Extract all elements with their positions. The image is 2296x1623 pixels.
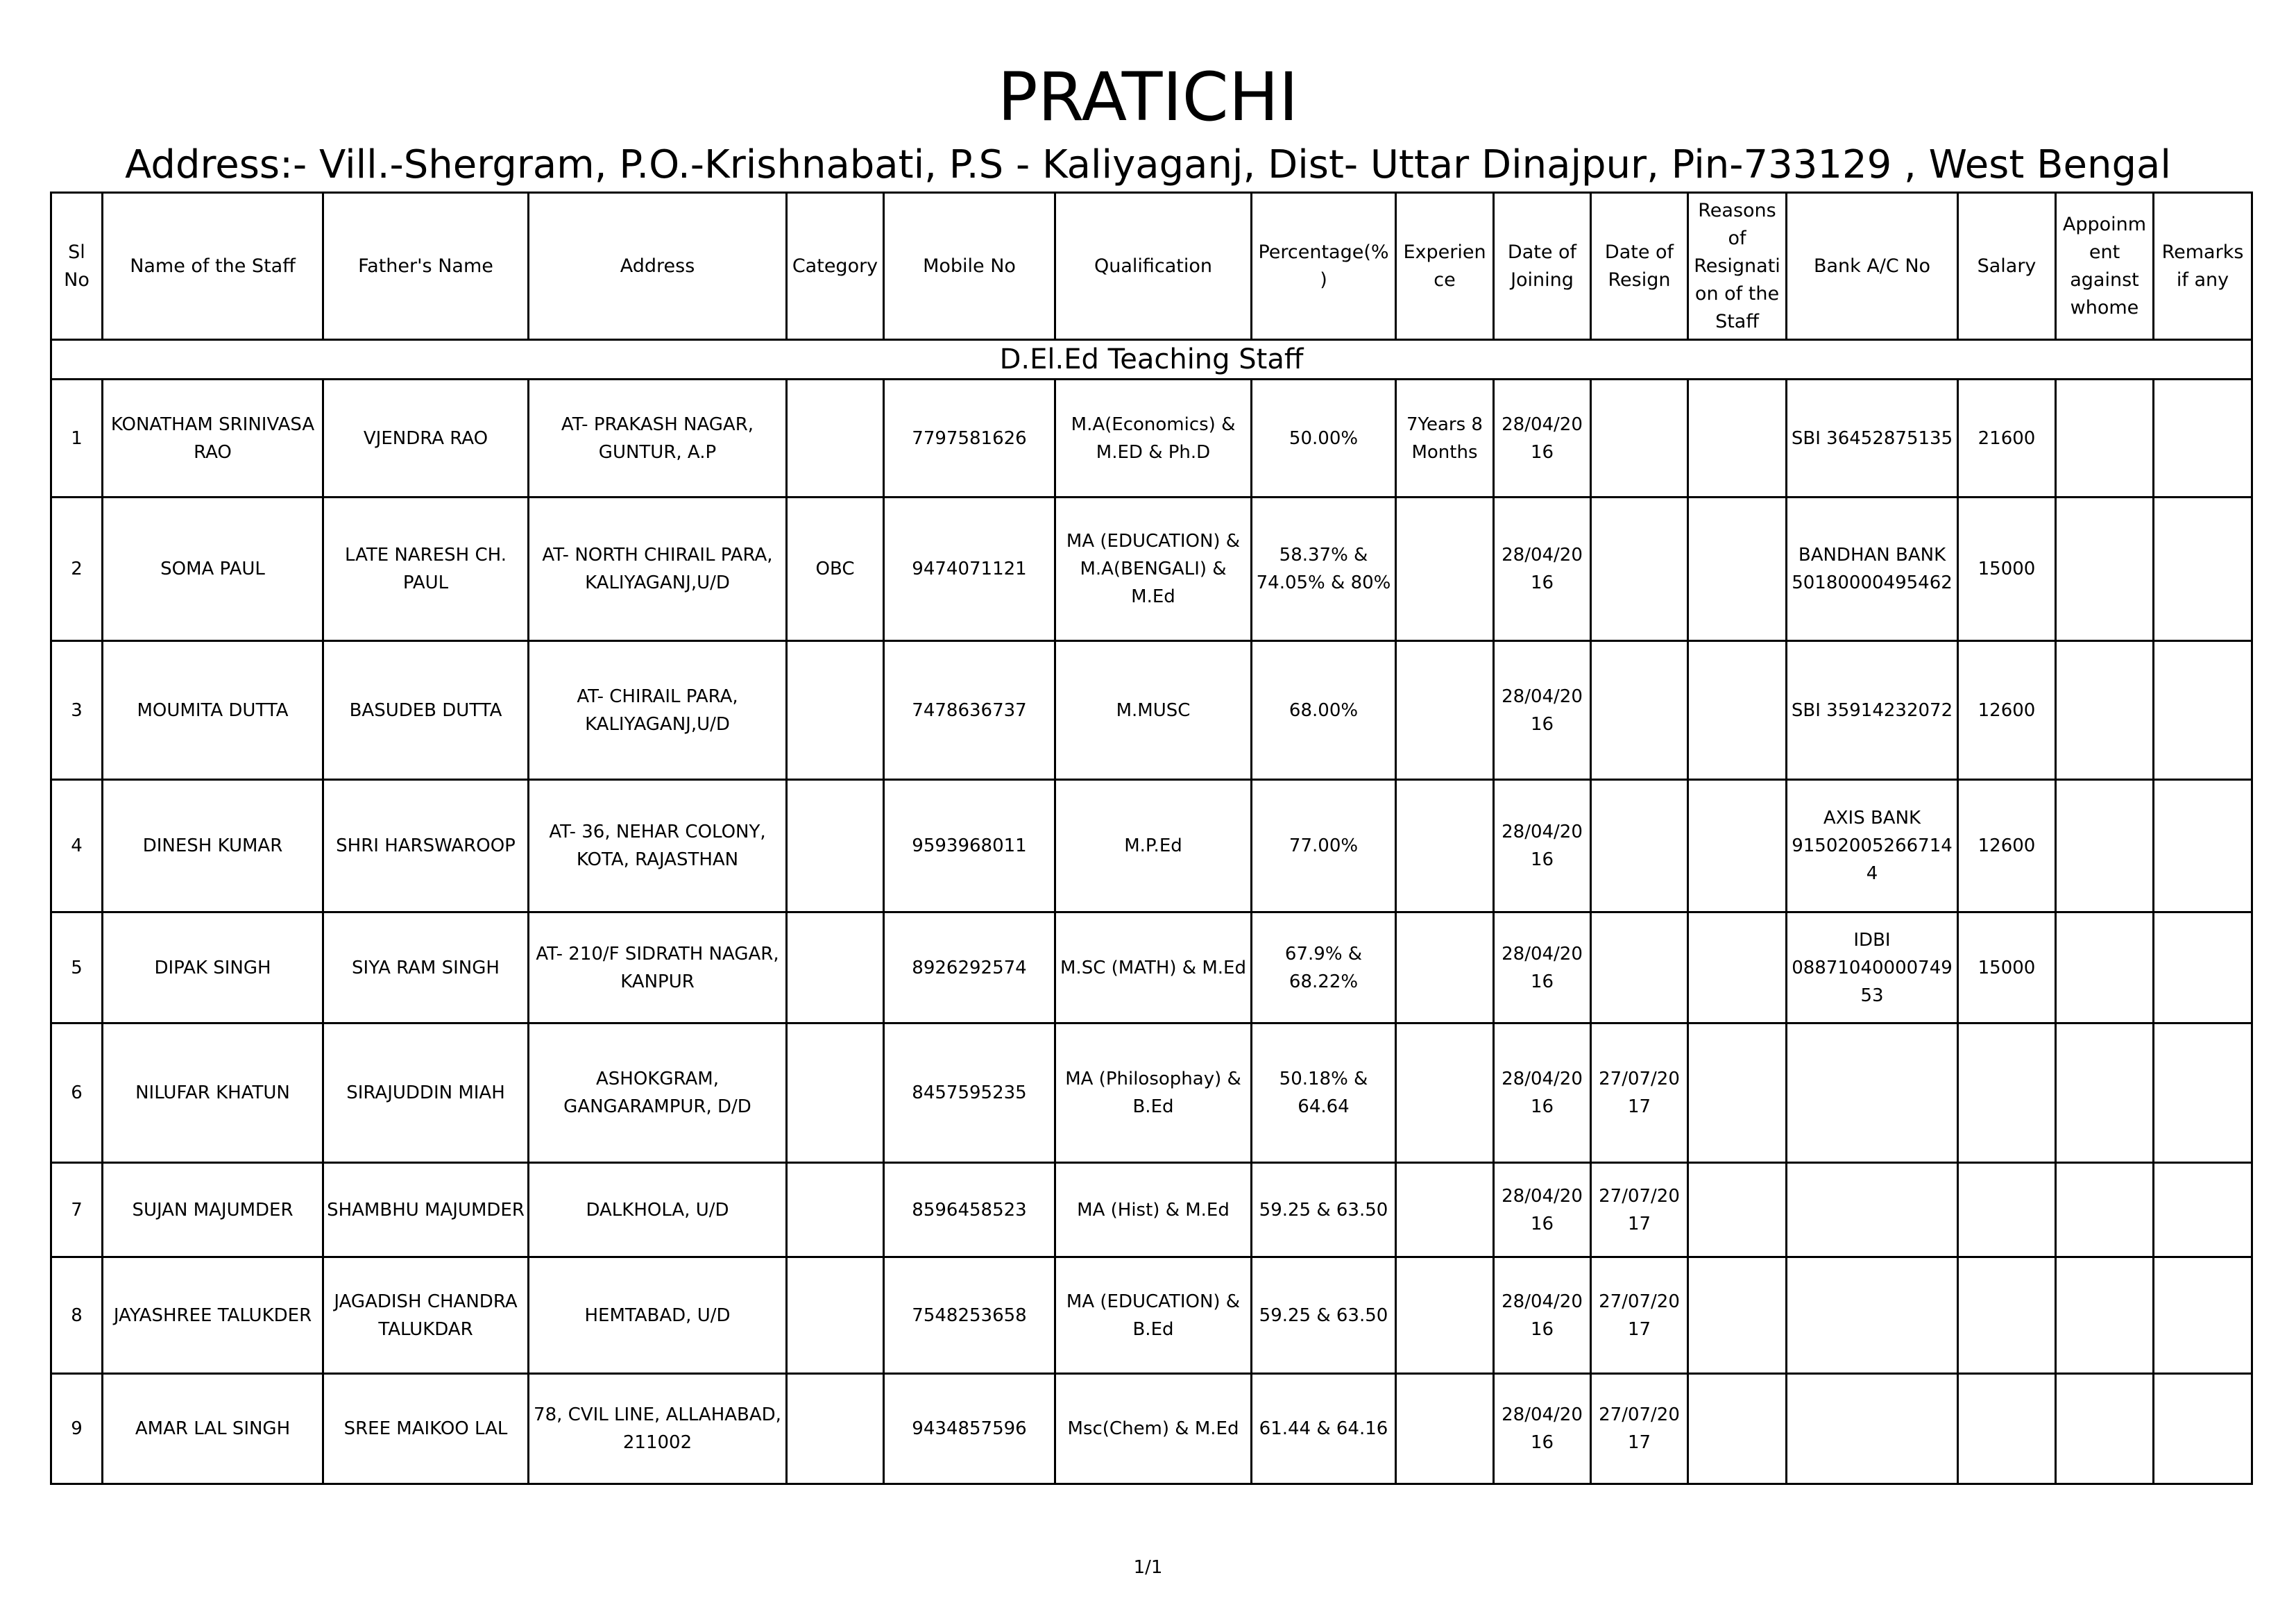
- table-row: [51, 641, 2252, 780]
- column-header-name: Name of the Staff: [103, 193, 323, 340]
- cell-bank-account: AXIS BANK 915020052667144: [1787, 780, 1958, 912]
- cell-sl-no: 7: [51, 1163, 103, 1257]
- cell-salary: 12600: [1958, 780, 2056, 912]
- cell-salary: 12600: [1958, 641, 2056, 780]
- cell-father-name: BASUDEB DUTTA: [323, 641, 529, 780]
- cell-percentage: 68.00%: [1252, 641, 1396, 780]
- cell-remarks: [2154, 380, 2252, 498]
- cell-qualification: MA (Hist) & M.Ed: [1055, 1163, 1252, 1257]
- cell-address: AT- PRAKASH NAGAR, GUNTUR, A.P: [529, 380, 787, 498]
- cell-date-of-resign: [1591, 641, 1688, 780]
- cell-name: DINESH KUMAR: [103, 780, 323, 912]
- cell-date-of-resign: 27/07/2017: [1591, 1023, 1688, 1163]
- cell-salary: 15000: [1958, 498, 2056, 641]
- cell-resignation-reason: [1688, 380, 1787, 498]
- page-number: 1/1: [1133, 1557, 1163, 1578]
- cell-remarks: [2154, 1257, 2252, 1374]
- cell-address: HEMTABAD, U/D: [529, 1257, 787, 1374]
- cell-experience: [1396, 498, 1494, 641]
- table-row: [51, 1163, 2252, 1257]
- cell-appointment: [2056, 912, 2154, 1023]
- cell-qualification: MA (EDUCATION) & M.A(BENGALI) & M.Ed: [1055, 498, 1252, 641]
- cell-experience: [1396, 912, 1494, 1023]
- table-row: [51, 1023, 2252, 1163]
- cell-name: MOUMITA DUTTA: [103, 641, 323, 780]
- cell-experience: [1396, 1257, 1494, 1374]
- cell-resignation-reason: [1688, 1374, 1787, 1484]
- cell-name: NILUFAR KHATUN: [103, 1023, 323, 1163]
- cell-mobile: 7548253658: [884, 1257, 1055, 1374]
- column-header-category: Category: [787, 193, 884, 340]
- cell-father-name: VJENDRA RAO: [323, 380, 529, 498]
- cell-percentage: 77.00%: [1252, 780, 1396, 912]
- cell-salary: [1958, 1163, 2056, 1257]
- cell-resignation-reason: [1688, 912, 1787, 1023]
- cell-father-name: JAGADISH CHANDRA TALUKDAR: [323, 1257, 529, 1374]
- cell-name: KONATHAM SRINIVASA RAO: [103, 380, 323, 498]
- cell-mobile: 9474071121: [884, 498, 1055, 641]
- cell-category: [787, 641, 884, 780]
- cell-bank-account: BANDHAN BANK 50180000495462: [1787, 498, 1958, 641]
- cell-qualification: M.P.Ed: [1055, 780, 1252, 912]
- cell-address: AT- NORTH CHIRAIL PARA, KALIYAGANJ,U/D: [529, 498, 787, 641]
- cell-date-of-resign: [1591, 780, 1688, 912]
- table-row: [51, 380, 2252, 498]
- cell-salary: 21600: [1958, 380, 2056, 498]
- cell-sl-no: 6: [51, 1023, 103, 1163]
- cell-date-of-joining: 28/04/2016: [1494, 1163, 1591, 1257]
- column-header-resignation-reason: Reasons of Resignation of the Staff: [1688, 193, 1787, 340]
- cell-date-of-joining: 28/04/2016: [1494, 1023, 1591, 1163]
- cell-appointment: [2056, 1257, 2154, 1374]
- cell-category: [787, 1374, 884, 1484]
- cell-category: [787, 380, 884, 498]
- table-row: [51, 1374, 2252, 1484]
- cell-qualification: MA (EDUCATION) & B.Ed: [1055, 1257, 1252, 1374]
- cell-appointment: [2056, 498, 2154, 641]
- cell-remarks: [2154, 498, 2252, 641]
- cell-qualification: M.SC (MATH) & M.Ed: [1055, 912, 1252, 1023]
- table-row: [51, 780, 2252, 912]
- cell-father-name: SHRI HARSWAROOP: [323, 780, 529, 912]
- cell-father-name: LATE NARESH CH. PAUL: [323, 498, 529, 641]
- cell-percentage: 67.9% & 68.22%: [1252, 912, 1396, 1023]
- cell-name: SUJAN MAJUMDER: [103, 1163, 323, 1257]
- cell-appointment: [2056, 1374, 2154, 1484]
- cell-sl-no: 2: [51, 498, 103, 641]
- cell-category: OBC: [787, 498, 884, 641]
- column-header-sl-no: Sl No: [51, 193, 103, 340]
- cell-category: [787, 1163, 884, 1257]
- cell-percentage: 50.18% & 64.64: [1252, 1023, 1396, 1163]
- cell-qualification: M.MUSC: [1055, 641, 1252, 780]
- cell-father-name: SHAMBHU MAJUMDER: [323, 1163, 529, 1257]
- cell-bank-account: [1787, 1257, 1958, 1374]
- cell-date-of-joining: 28/04/2016: [1494, 380, 1591, 498]
- cell-address: AT- 36, NEHAR COLONY, KOTA, RAJASTHAN: [529, 780, 787, 912]
- column-header-salary: Salary: [1958, 193, 2056, 340]
- cell-experience: [1396, 641, 1494, 780]
- cell-resignation-reason: [1688, 780, 1787, 912]
- column-header-qualification: Qualification: [1055, 193, 1252, 340]
- cell-address: AT- CHIRAIL PARA, KALIYAGANJ,U/D: [529, 641, 787, 780]
- column-header-bank-account: Bank A/C No: [1787, 193, 1958, 340]
- cell-date-of-joining: 28/04/2016: [1494, 1374, 1591, 1484]
- cell-sl-no: 3: [51, 641, 103, 780]
- cell-category: [787, 1257, 884, 1374]
- cell-name: DIPAK SINGH: [103, 912, 323, 1023]
- institute-address: Address:- Vill.-Shergram, P.O.-Krishnabati, P.S - Kaliyaganj, Dist- Uttar Dinajpur, Pin-733129 , West Bengal: [125, 142, 2171, 187]
- cell-percentage: 50.00%: [1252, 380, 1396, 498]
- cell-bank-account: SBI 35914232072: [1787, 641, 1958, 780]
- cell-resignation-reason: [1688, 498, 1787, 641]
- column-header-appointment: Appoinment against whome: [2056, 193, 2154, 340]
- cell-experience: [1396, 1023, 1494, 1163]
- cell-experience: 7Years 8 Months: [1396, 380, 1494, 498]
- column-header-mobile: Mobile No: [884, 193, 1055, 340]
- cell-resignation-reason: [1688, 1163, 1787, 1257]
- cell-date-of-joining: 28/04/2016: [1494, 498, 1591, 641]
- cell-appointment: [2056, 641, 2154, 780]
- column-header-address: Address: [529, 193, 787, 340]
- cell-salary: [1958, 1257, 2056, 1374]
- cell-date-of-joining: 28/04/2016: [1494, 780, 1591, 912]
- cell-bank-account: SBI 36452875135: [1787, 380, 1958, 498]
- cell-date-of-joining: 28/04/2016: [1494, 641, 1591, 780]
- column-header-percentage: Percentage(%): [1252, 193, 1396, 340]
- cell-bank-account: [1787, 1374, 1958, 1484]
- cell-bank-account: IDBI 0887104000074953: [1787, 912, 1958, 1023]
- cell-remarks: [2154, 1023, 2252, 1163]
- cell-date-of-resign: [1591, 912, 1688, 1023]
- cell-qualification: M.A(Economics) & M.ED & Ph.D: [1055, 380, 1252, 498]
- cell-sl-no: 5: [51, 912, 103, 1023]
- cell-date-of-joining: 28/04/2016: [1494, 912, 1591, 1023]
- cell-bank-account: [1787, 1163, 1958, 1257]
- cell-bank-account: [1787, 1023, 1958, 1163]
- cell-appointment: [2056, 1023, 2154, 1163]
- table-row: [51, 498, 2252, 641]
- cell-appointment: [2056, 780, 2154, 912]
- column-header-father-name: Father's Name: [323, 193, 529, 340]
- cell-category: [787, 780, 884, 912]
- cell-mobile: 8926292574: [884, 912, 1055, 1023]
- cell-percentage: 58.37% & 74.05% & 80%: [1252, 498, 1396, 641]
- cell-remarks: [2154, 1163, 2252, 1257]
- cell-mobile: 8457595235: [884, 1023, 1055, 1163]
- cell-qualification: MA (Philosophay) & B.Ed: [1055, 1023, 1252, 1163]
- cell-date-of-joining: 28/04/2016: [1494, 1257, 1591, 1374]
- cell-sl-no: 8: [51, 1257, 103, 1374]
- cell-address: ASHOKGRAM, GANGARAMPUR, D/D: [529, 1023, 787, 1163]
- cell-experience: [1396, 1163, 1494, 1257]
- cell-father-name: SREE MAIKOO LAL: [323, 1374, 529, 1484]
- cell-father-name: SIYA RAM SINGH: [323, 912, 529, 1023]
- cell-date-of-resign: 27/07/2017: [1591, 1163, 1688, 1257]
- cell-sl-no: 9: [51, 1374, 103, 1484]
- table-header-row: [51, 193, 2252, 340]
- cell-sl-no: 1: [51, 380, 103, 498]
- cell-name: SOMA PAUL: [103, 498, 323, 641]
- cell-remarks: [2154, 641, 2252, 780]
- cell-resignation-reason: [1688, 1023, 1787, 1163]
- cell-name: JAYASHREE TALUKDER: [103, 1257, 323, 1374]
- cell-category: [787, 1023, 884, 1163]
- cell-experience: [1396, 780, 1494, 912]
- column-header-experience: Experience: [1396, 193, 1494, 340]
- cell-address: DALKHOLA, U/D: [529, 1163, 787, 1257]
- column-header-date-of-joining: Date of Joining: [1494, 193, 1591, 340]
- table-row: [51, 1257, 2252, 1374]
- cell-mobile: 9434857596: [884, 1374, 1055, 1484]
- cell-experience: [1396, 1374, 1494, 1484]
- cell-qualification: Msc(Chem) & M.Ed: [1055, 1374, 1252, 1484]
- section-title: D.El.Ed Teaching Staff: [51, 340, 2252, 380]
- cell-category: [787, 912, 884, 1023]
- cell-appointment: [2056, 1163, 2154, 1257]
- cell-percentage: 59.25 & 63.50: [1252, 1257, 1396, 1374]
- cell-address: 78, CVIL LINE, ALLAHABAD, 211002: [529, 1374, 787, 1484]
- cell-salary: [1958, 1023, 2056, 1163]
- table-row: [51, 912, 2252, 1023]
- document-title: PRATICHI: [997, 58, 1299, 136]
- cell-resignation-reason: [1688, 641, 1787, 780]
- cell-mobile: 7478636737: [884, 641, 1055, 780]
- column-header-date-of-resign: Date of Resign: [1591, 193, 1688, 340]
- cell-date-of-resign: 27/07/2017: [1591, 1374, 1688, 1484]
- cell-date-of-resign: 27/07/2017: [1591, 1257, 1688, 1374]
- cell-sl-no: 4: [51, 780, 103, 912]
- cell-date-of-resign: [1591, 380, 1688, 498]
- cell-mobile: 8596458523: [884, 1163, 1055, 1257]
- cell-remarks: [2154, 1374, 2252, 1484]
- cell-address: AT- 210/F SIDRATH NAGAR, KANPUR: [529, 912, 787, 1023]
- cell-remarks: [2154, 912, 2252, 1023]
- cell-salary: [1958, 1374, 2056, 1484]
- section-row: [51, 340, 2252, 380]
- cell-date-of-resign: [1591, 498, 1688, 641]
- staff-table: [50, 192, 2253, 1485]
- cell-appointment: [2056, 380, 2154, 498]
- cell-resignation-reason: [1688, 1257, 1787, 1374]
- cell-father-name: SIRAJUDDIN MIAH: [323, 1023, 529, 1163]
- cell-name: AMAR LAL SINGH: [103, 1374, 323, 1484]
- cell-remarks: [2154, 780, 2252, 912]
- cell-percentage: 61.44 & 64.16: [1252, 1374, 1396, 1484]
- cell-mobile: 9593968011: [884, 780, 1055, 912]
- cell-salary: 15000: [1958, 912, 2056, 1023]
- cell-percentage: 59.25 & 63.50: [1252, 1163, 1396, 1257]
- column-header-remarks: Remarks if any: [2154, 193, 2252, 340]
- cell-mobile: 7797581626: [884, 380, 1055, 498]
